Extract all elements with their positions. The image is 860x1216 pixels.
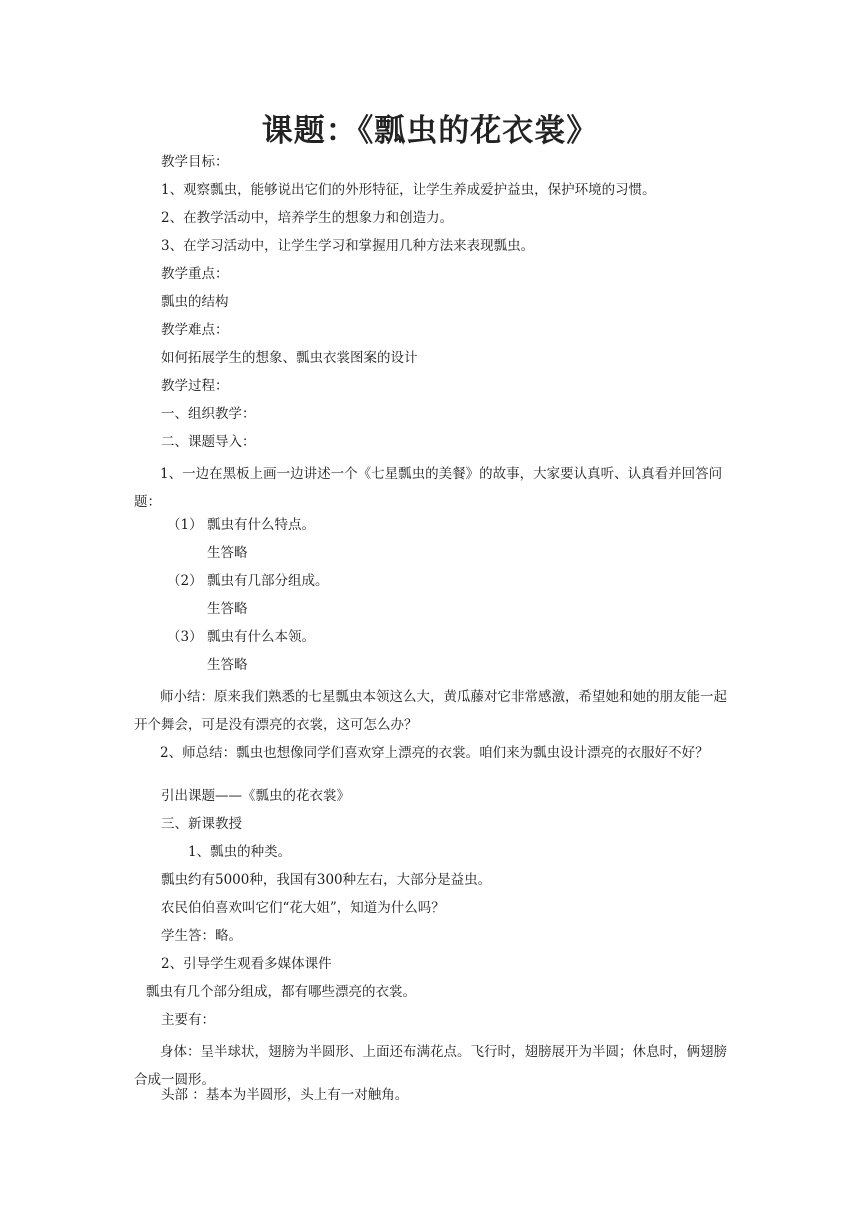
question-2-text: 瓢虫有几部分组成。 [207, 573, 329, 589]
kinds-heading: 1、瓢虫的种类。 [188, 844, 292, 860]
question-1-text: 瓢虫有什么特点。 [207, 517, 315, 533]
page-title: 课题：《瓢虫的花衣裳》 [261, 113, 599, 149]
head-text: 头部 ：基本为半圆形，头上有一对触角。 [161, 1087, 409, 1103]
step-2: 二、课题导入： [161, 434, 256, 450]
farmer-text: 农民伯伯喜欢叫它们“花大姐”，知道为什么吗？ [161, 900, 445, 916]
key-label: 教学重点： [161, 266, 229, 282]
teacher-text: 2、师总结：瓢虫也想像同学们喜欢穿上漂亮的衣裳。咱们来为瓢虫设计漂亮的衣服好不好？ [160, 745, 709, 761]
question-3-text: 瓢虫有什么本领。 [207, 629, 315, 645]
goal-3: 3、在学习活动中，让学生学习和掌握用几种方法来表现瓢虫。 [161, 238, 535, 254]
question-2-answer: 生答略 [207, 601, 248, 617]
guide-heading: 2、引导学生观看多媒体课件 [161, 956, 332, 972]
goal-1: 1、观察瓢虫，能够说出它们的外形特征，让学生养成爱护益虫，保护环境的习惯。 [161, 182, 656, 198]
summary-paragraph [134, 683, 734, 739]
lead-topic: 引出课题——《瓢虫的花衣裳》 [161, 788, 350, 804]
difficulty-text: 如何拓展学生的想象、瓢虫衣裳图案的设计 [161, 350, 418, 366]
step-1: 一、组织教学： [161, 406, 256, 422]
count-text: 瓢虫约有5000种，我国有300种左右，大部分是益虫。 [161, 872, 492, 888]
question-1-answer: 生答略 [207, 545, 248, 561]
main-label: 主要有： [161, 1012, 215, 1028]
intro-text: 1、一边在黑板上画一边讲述一个《七星瓢虫的美餐》的故事，大家要认真听、认真看并回答问题： [134, 466, 723, 510]
key-text: 瓢虫的结构 [161, 294, 229, 310]
teacher-paragraph [134, 739, 734, 767]
summary-text: 师小结：原来我们熟悉的七星瓢虫本领这么大，黄瓜藤对它非常感激，希望她和她的朋友能一起开个舞会，可是没有漂亮的衣裳，这可怎么办？ [134, 689, 727, 733]
process-label: 教学过程： [161, 378, 229, 394]
parts-text: 瓢虫有几个部分组成，都有哪些漂亮的衣裳。 [146, 984, 416, 1000]
question-2-number: （2） [167, 573, 203, 589]
goal-2: 2、在教学活动中，培养学生的想象力和创造力。 [161, 210, 454, 226]
question-3-number: （3） [167, 629, 203, 645]
body-text: 身体：呈半球状，翅膀为半圆形、上面还布满花点。飞行时，翅膀展开为半圆；休息时，俩翅膀合成一圆形。 [134, 1044, 727, 1088]
question-3-answer: 生答略 [207, 657, 248, 673]
student-answer: 学生答：略。 [161, 928, 242, 944]
goals-label: 教学目标： [161, 154, 229, 170]
intro-paragraph [134, 460, 734, 516]
difficulty-label: 教学难点： [161, 322, 229, 338]
question-1-number: （1） [167, 517, 203, 533]
step-3: 三、新课教授 [161, 816, 242, 832]
